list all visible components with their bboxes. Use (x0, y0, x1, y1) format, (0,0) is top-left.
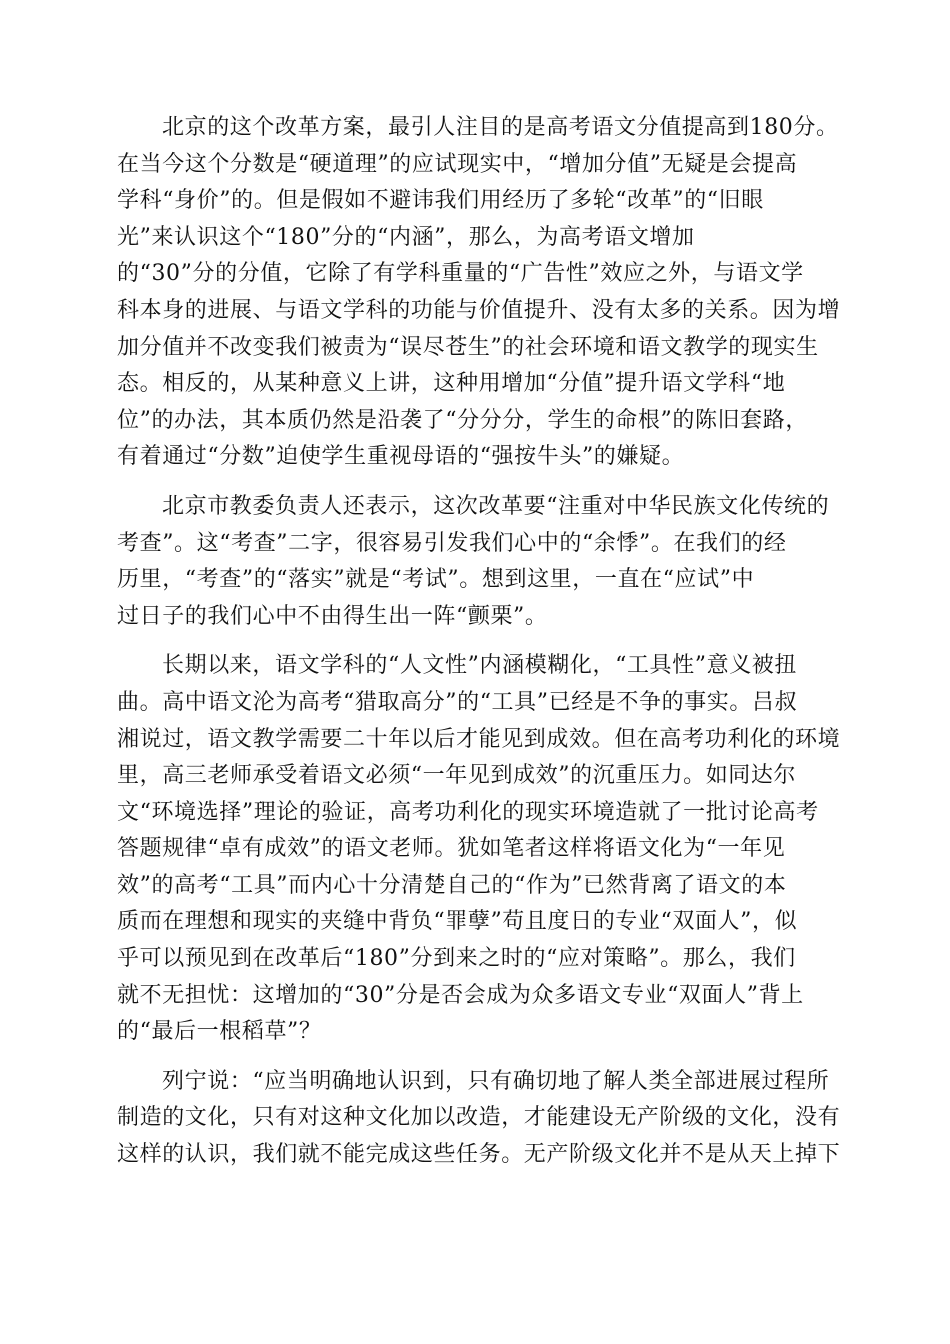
paragraph-line: 有着通过“分数”迫使学生重视母语的“强按牛头”的嫌疑。 (117, 444, 685, 470)
paragraph-line: 文“环境选择”理论的验证，高考功利化的现实环境造就了一批讨论高考 (117, 799, 819, 825)
paragraph-line: 这样的认识，我们就不能完成这些任务。无产阶级文化并不是从天上掉下 (117, 1142, 841, 1168)
paragraph-line: 在当今这个分数是“硬道理”的应试现实中，“增加分值”无疑是会提高 (117, 151, 798, 177)
paragraph-line: 湘说过，语文教学需要二十年以后才能见到成效。但在高考功利化的环境 (117, 726, 841, 752)
paragraph-line: 的“最后一根稻草”？ (117, 1019, 322, 1045)
paragraph-line: 科本身的进展、与语文学科的功能与价值提升、没有太多的关系。因为增 (117, 297, 841, 323)
paragraph-line: 答题规律“卓有成效”的语文老师。犹如笔者这样将语文化为“一年见 (117, 836, 786, 862)
paragraph-2 (117, 489, 837, 635)
paragraph-line: 考查”。这“考查”二字，很容易引发我们心中的“余悸”。在我们的经 (117, 530, 787, 556)
paragraph-line: 加分值并不改变我们被责为“误尽苍生”的社会环境和语文教学的现实生 (117, 334, 819, 360)
paragraph-line: 光”来认识这个“180”分的“内涵”，那么，为高考语文增加 (117, 224, 695, 250)
paragraph-line: 制造的文化，只有对这种文化加以改造，才能建设无产阶级的文化，没有 (117, 1105, 841, 1131)
paragraph-line: 的“30”分的分值，它除了有学科重量的“广告性”效应之外，与语文学 (117, 261, 804, 287)
paragraph-line: 北京市教委负责人还表示，这次改革要“注重对中华民族文化传统的 (162, 493, 830, 519)
paragraph-line: 长期以来，语文学科的“人文性”内涵模糊化，“工具性”意义被扭 (162, 653, 797, 679)
paragraph-line: 就不无担忧：这增加的“30”分是否会成为众多语文专业“双面人”背上 (117, 982, 804, 1008)
document-body (117, 110, 841, 1187)
paragraph-line: 里，高三老师承受着语文必须“一年见到成效”的沉重压力。如同达尔 (117, 763, 797, 789)
paragraph-line: 态。相反的，从某种意义上讲，这种用增加“分值”提升语文学科“地 (117, 371, 786, 397)
paragraph-line: 位”的办法，其本质仍然是沿袭了“分分分，学生的命根”的陈旧套路， (117, 407, 808, 433)
paragraph-line: 效”的高考“工具”而内心十分清楚自己的“作为”已然背离了语文的本 (117, 872, 787, 898)
paragraph-line: 过日子的我们心中不由得生出一阵“颤栗”。 (117, 603, 548, 629)
paragraph-line: 北京的这个改革方案，最引人注目的是高考语文分值提高到180分。 (162, 115, 839, 140)
paragraph-line: 学科“身价”的。但是假如不避讳我们用经历了多轮“改革”的“旧眼 (117, 188, 764, 214)
paragraph-line: 历里，“考查”的“落实”就是“考试”。想到这里，一直在“应试”中 (117, 567, 755, 593)
paragraph-line: 列宁说：“应当明确地认识到，只有确切地了解人类全部进展过程所 (162, 1068, 830, 1094)
paragraph-1 (117, 110, 841, 476)
paragraph-4 (117, 1064, 841, 1174)
paragraph-line: 乎可以预见到在改革后“180”分到来之时的“应对策略”。那么，我们 (117, 946, 796, 972)
paragraph-line: 曲。高中语文沦为高考“猎取高分”的“工具”已经是不争的事实。吕叔 (117, 689, 798, 715)
paragraph-3 (117, 648, 841, 1051)
paragraph-line: 质而在理想和现实的夹缝中背负“罪孽”苟且度日的专业“双面人”，似 (117, 909, 798, 935)
